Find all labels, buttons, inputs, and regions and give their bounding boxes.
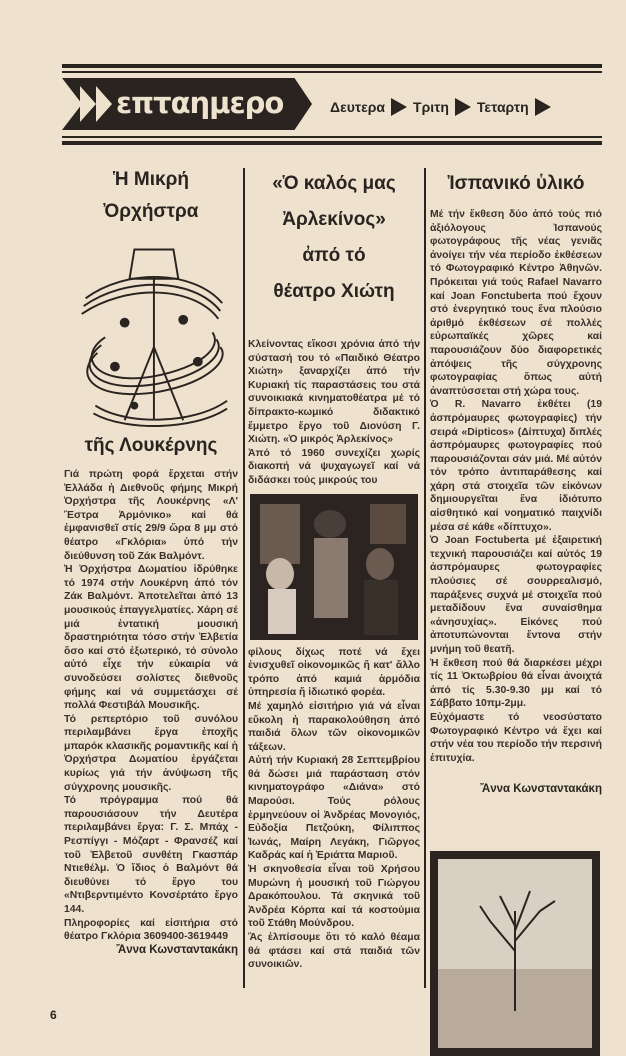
paragraph: Ἀπό τό 1960 συνεχίζει χωρίς διακοπή νά ψυχαγωγεῖ καί νά διδάσκει τούς μικρούς του bbox=[248, 447, 420, 486]
paragraph: Ἡ Ὀρχήστρα Δωματίου ἱδρύθηκε τό 1974 στήν Λουκέρνη ἀπό τόν Ζάκ Βαλμόντ. Ἀποτελεῖται ἀπό 13 μουσικούς ἐπαγγελματίες. Χάρη σέ μιά ἐντατική μουσική δραστηριότητα τόσο στήν Ἑλβετία ὅσο καί στό ἐξωτερικό, τό σύνολο αὐτό εἶχε τήν εὐκαιρία νά συνοδεύσει σολίστες διεθνοῦς φήμης καί νά συμμετάσχει σέ πολλά Φεστιβάλ Μουσικῆς. bbox=[64, 564, 238, 712]
paragraph: Τό ρεπερτόριο τοῦ συνόλου περιλαμβάνει ἔργα ἐποχῆς μπαρόκ κλασικῆς ρομαντικῆς καί ἡ Ὀρχήστρα Δωματίου ἐργάζεται κυρίως γιά τήν ἀνύψωση τῆς σύγχρονης μουσικῆς. bbox=[64, 713, 238, 793]
column-divider bbox=[243, 168, 245, 988]
article-body bbox=[248, 646, 420, 972]
header-rule-bottom bbox=[62, 141, 602, 145]
paragraph: Κλείνοντας εἴκοσι χρόνια ἀπό τήν σύστασή του τό «Παιδικό Θέατρο Χιώτη» ξαναρχίζει ἀπό τήν Κυριακή τίς παραστάσεις του στά συνοικιακά κινηματοθέατρα μέ τό δίπρακτο-κωμικό διδακτικό ἔμμετρο ἔργο τοῦ Διονύση Γ. Χιώτη. «Ὁ μικρός Ἀρλεκίνος» bbox=[248, 339, 420, 446]
article-body bbox=[430, 208, 602, 765]
paragraph: Ἡ σκηνοθεσία εἶναι τοῦ Χρήσου Μυρώνη ἡ μουσική τοῦ Γιώργου Δρακόπουλου. Τά σκηνικά τοῦ Ἀνδρέα Κόρπα καί τά κοστούμια τοῦ Στάθη Μούνδρου. bbox=[248, 864, 420, 930]
article-title: Ὀρχήστρα bbox=[103, 201, 199, 222]
paragraph: Ἡ ἔκθεση πού θά διαρκέσει μέχρι τίς 11 Ὀκτωβρίου θά εἶναι ἀνοιχτά ἀπό τίς 5.30-9.30 μμ καί τό Σάββατο 10πμ-2μμ. bbox=[430, 657, 602, 710]
paragraph: φίλους δίχως ποτέ νά ἔχει ἐνισχυθεῖ οἰκονομικῶς ἤ κατ' ἄλλο τρόπο ἀπό καμιά ἁρμόδια ὑπηρεσία ἤ ἰδιωτικό φορέα. bbox=[248, 646, 420, 699]
day-label: Δευτερα bbox=[330, 99, 386, 115]
triangle-arrow-icon bbox=[391, 98, 407, 116]
article-title: Ἰσπανικό ὑλικό bbox=[447, 173, 585, 194]
header-rule-top bbox=[62, 64, 602, 68]
page-number: 6 bbox=[50, 1008, 57, 1022]
column-divider bbox=[424, 168, 426, 988]
article-title: ἀπό τό bbox=[302, 245, 366, 266]
triangle-arrow-icon bbox=[535, 98, 551, 116]
article-title-bottom: τῆς Λουκέρνης bbox=[84, 435, 218, 456]
chevron-decoration bbox=[64, 86, 80, 122]
chevron-decoration bbox=[80, 86, 96, 122]
music-notes-illustration bbox=[64, 230, 238, 430]
triangle-arrow-icon bbox=[455, 98, 471, 116]
author-signature: Ἄννα Κωνσταντακάκη bbox=[480, 783, 602, 796]
article-title: θέατρο Χιώτη bbox=[273, 281, 395, 302]
article-body bbox=[248, 338, 420, 488]
paragraph: Μέ χαμηλό εἰσιτήριο γιά νά εἶναι εὔκολη ἡ παρακολούθηση ἀπό παιδιά ὅλων τῶν οἰκονομικῶν τάξεων. bbox=[248, 700, 420, 753]
day-label: Τριτη bbox=[413, 99, 449, 115]
paragraph: Μέ τήν ἔκθεση δύο ἀπό τούς πιό ἀξιόλογους Ἰσπανούς φωτογράφους τῆς νέας γενιᾶς ἀνοίγει τήν νέα περίοδο ἐκθέσεων τό Φωτογραφικό Κέντρο Ἀθηνῶν. Πρόκειται γιά τούς Rafael Navarro καί Joan Fonctuberta πού ἔχουν στό ἐνεργητικό τους ἕνα πλούσιο ἀριθμό ἐκθέσεων σέ πολλές εὐρωπαϊκές χῶρες καί παρουσιάζουν δύο διαφορετικές ἀπόψεις τῆς σύγχρονης φωτογραφίας ὅπως αὐτή ἀναπτύσσεται στή χώρα τους. bbox=[430, 209, 602, 397]
paragraph: Αὐτή τήν Κυριακή 28 Σεπτεμβρίου θά δώσει μιά παράσταση στόν κινηματογράφο «Διάνα» στό Μαρούσι. Τούς ρόλους ἑρμηνεύουν οἱ Ἀνδρέας Μονογιός, Εὐδοξία Πετζούκη, Φίλιππος Ἰωνάς, Μαίρη Λεγάκη, Γιῶργος Καδράς καί ἡ Ἐριάττα Μαριοῦ. bbox=[248, 755, 420, 862]
article-title: Ἀρλεκίνος» bbox=[282, 209, 386, 230]
section-logo: επταημερο bbox=[116, 86, 284, 120]
tree-photo bbox=[430, 851, 600, 1056]
paragraph: Ἄς ἐλπίσουμε ὅτι τό καλό θέαμα θά φτάσει καί στά παιδιά τῶν συνοικιῶν. bbox=[248, 932, 420, 971]
paragraph: Εὐχόμαστε τό νεοσύστατο Φωτογραφικό Κέντρο νά ἔχει καί στήν νέα του περίοδο τήν περσινή ἐπιτυχία. bbox=[430, 711, 602, 764]
article-title: «Ὁ καλός μας bbox=[272, 173, 396, 194]
author-signature: Ἄννα Κωνσταντακάκη bbox=[116, 943, 238, 956]
day-label: Τεταρτη bbox=[476, 99, 529, 115]
article-arlekinos bbox=[248, 168, 420, 972]
article-body bbox=[64, 468, 238, 944]
paragraph: Ὁ R. Navarro ἐκθέτει (19 ἀσπρόμαυρες φωτογραφίες) τήν σειρά «Dipticos» (Δίπτυχα) διπλές ἀσπρόμαυρες φωτογραφίες πού παρουσιάζονται σάν μιά. Μέ αὐτόν τόν τρόπο ἀντιπαράθεσης καί χάρη στά στοιχεῖα τῶν εἰκόνων δημιουργεῖται ἕνα ἰδιότυπο αἰσθητικό καί νοηματικό παιχνίδι μέσα σέ κάθε «δίπτυχο». bbox=[430, 399, 602, 533]
header-rule-bottom-thin bbox=[62, 136, 602, 138]
days-nav bbox=[330, 98, 557, 116]
paragraph: Γιά πρώτη φορά ἔρχεται στήν Ἑλλάδα ἡ Διεθνοῦς φήμης Μικρή Ὀρχήστρα τῆς Λουκέρνης «Λ' Ἔστρα Ἀρμόνικο» καί θά ἐμφανισθεῖ στίς 29/9 ὥρα 8 μμ στό θέατρο «Γκλόρια» ὑπό τήν διεύθυνση τοῦ Ζάκ Βαλμόντ. bbox=[64, 469, 238, 562]
chevron-decoration bbox=[96, 86, 112, 122]
paragraph: Ὁ Joan Foctuberta μέ ἐξαιρετική τεχνική παρουσιάζει καί αὐτός 19 ἀσπρόμαυρες φωτογραφίες πλούσιες σέ σουρρεαλισμό, παράξενες συχνά μέ στοιχεῖα πού μεταδίδουν ἕνα συναίσθημα «ἀνησυχίας». Εἰκόνες πού ἀποτυπώνονται ἔντονα στήν μνήμη τοῦ θεατῆ. bbox=[430, 535, 602, 655]
theatre-photo bbox=[250, 494, 418, 640]
article-title: Ἡ Μικρή bbox=[113, 169, 189, 190]
paragraph: Πληροφορίες καί εἰσιτήρια στό θέατρο Γκλόρια 3609400-3619449 bbox=[64, 917, 238, 943]
header-rule-top-thin bbox=[62, 71, 602, 73]
article-orchestra bbox=[64, 164, 238, 956]
article-spanish-photo bbox=[430, 168, 602, 1056]
paragraph: Τό πρόγραμμα πού θά παρουσιάσουν τήν Δευτέρα περιλαμβάνει ἔργα: Γ. Σ. Μπάχ - Ρεσπίγγι - Μόζαρτ - Φρανσέζ καί τοῦ Ἑλβετοῦ συνθέτη Γκασπάρ Ντιεθέλμ. Ὁ ἴδιος ὁ Βαλμόντ θά διευθύνει τό ἔργο του «Ντιβερντιμέντο Κονσέρτάτο ἔργο 144. bbox=[64, 795, 238, 915]
